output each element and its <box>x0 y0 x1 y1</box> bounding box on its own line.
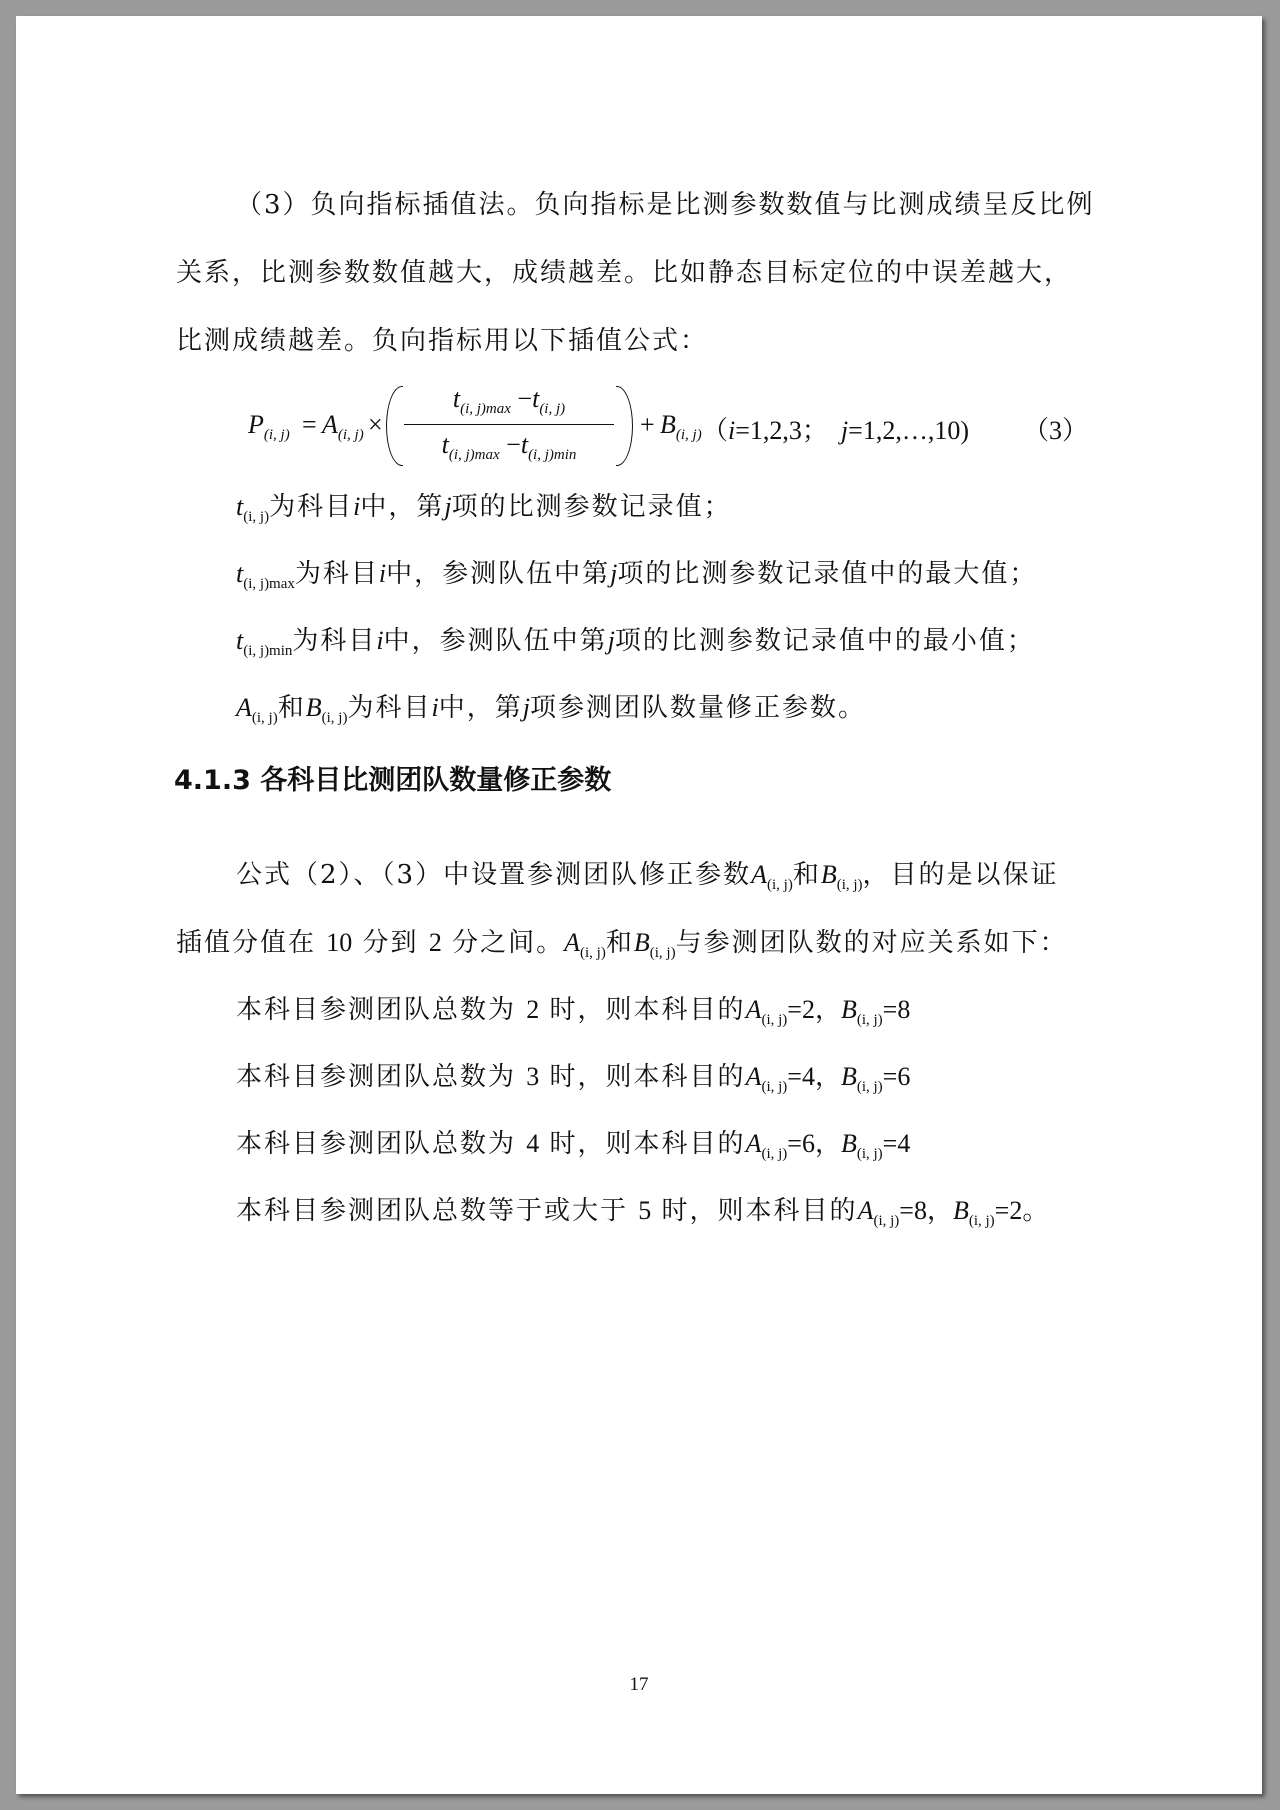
rule-line: 本科目参测团队总数为 3 时，则本科目的$A_{(i, j)}=4$，$B_{(i, j)}=6$ <box>236 1062 911 1095</box>
rule-line: 本科目参测团队总数为 2 时，则本科目的$A_{(i, j)}=2$，$B_{(i, j)}=8$ <box>236 995 911 1028</box>
fraction-numerator: $t_{(i, j)max} -t_{(i, j)}$ <box>452 384 566 417</box>
definition-a-b: $A_{(i, j)}$和$B_{(i, j)}$为科目i中，第j项参测团队数量修正参数。 <box>236 693 866 726</box>
formula-b: $B_{(i, j)}$ <box>660 410 702 443</box>
page-number: 17 <box>629 1674 649 1695</box>
equation-number: （3） <box>1023 416 1089 445</box>
formula-lhs: $P_{(i, j)}$ <box>248 410 290 443</box>
left-parenthesis <box>386 386 403 466</box>
formula-plus: + <box>640 410 655 439</box>
document-page <box>16 16 1262 1794</box>
section-heading: 4.1.3 各科目比测团队数量修正参数 <box>174 765 612 796</box>
formula-a: $A_{(i, j)}$ <box>322 410 364 443</box>
right-parenthesis <box>616 386 633 466</box>
fraction-denominator: $t_{(i, j)max} -t_{(i, j)min}$ <box>441 430 577 463</box>
definition-t: $t_{(i, j)}$为科目i中，第j项的比测参数记录值； <box>236 492 732 525</box>
fraction-bar <box>404 424 614 425</box>
intro-line-2: 插值分值在 10 分到 2 分之间。$A_{(i, j)}$和$B_{(i, j)}$与参测团队数的对应关系如下： <box>176 928 1068 961</box>
definition-t-max: $t_{(i, j)max}$为科目i中，参测队伍中第j项的比测参数记录值中的最大值； <box>236 559 1038 592</box>
intro-line-1: 公式（2）、（3）中设置参测团队修正参数$A_{(i, j)}$和$B_{(i, j)}$，目的是以保证 <box>236 860 1059 893</box>
paragraph-line: （3）负向指标插值法。负向指标是比测参数数值与比测成绩呈反比例 <box>236 190 1095 220</box>
formula-times: × <box>368 410 383 439</box>
rule-line: 本科目参测团队总数等于或大于 5 时，则本科目的$A_{(i, j)}=8$，$B_{(i, j)}=2$。 <box>236 1196 1049 1229</box>
interpolation-formula <box>248 382 1148 468</box>
formula-range: （i=1,2,3； j=1,2,…,10) <box>702 416 969 445</box>
formula-equals: = <box>302 410 317 439</box>
definition-t-min: $t_{(i, j)min}$为科目i中，参测队伍中第j项的比测参数记录值中的最小值； <box>236 626 1035 659</box>
paragraph-line: 关系，比测参数数值越大，成绩越差。比如静态目标定位的中误差越大， <box>176 258 1073 288</box>
paragraph-line: 比测成绩越差。负向指标用以下插值公式： <box>176 326 709 356</box>
rule-line: 本科目参测团队总数为 4 时，则本科目的$A_{(i, j)}=6$，$B_{(i, j)}=4$ <box>236 1129 911 1162</box>
